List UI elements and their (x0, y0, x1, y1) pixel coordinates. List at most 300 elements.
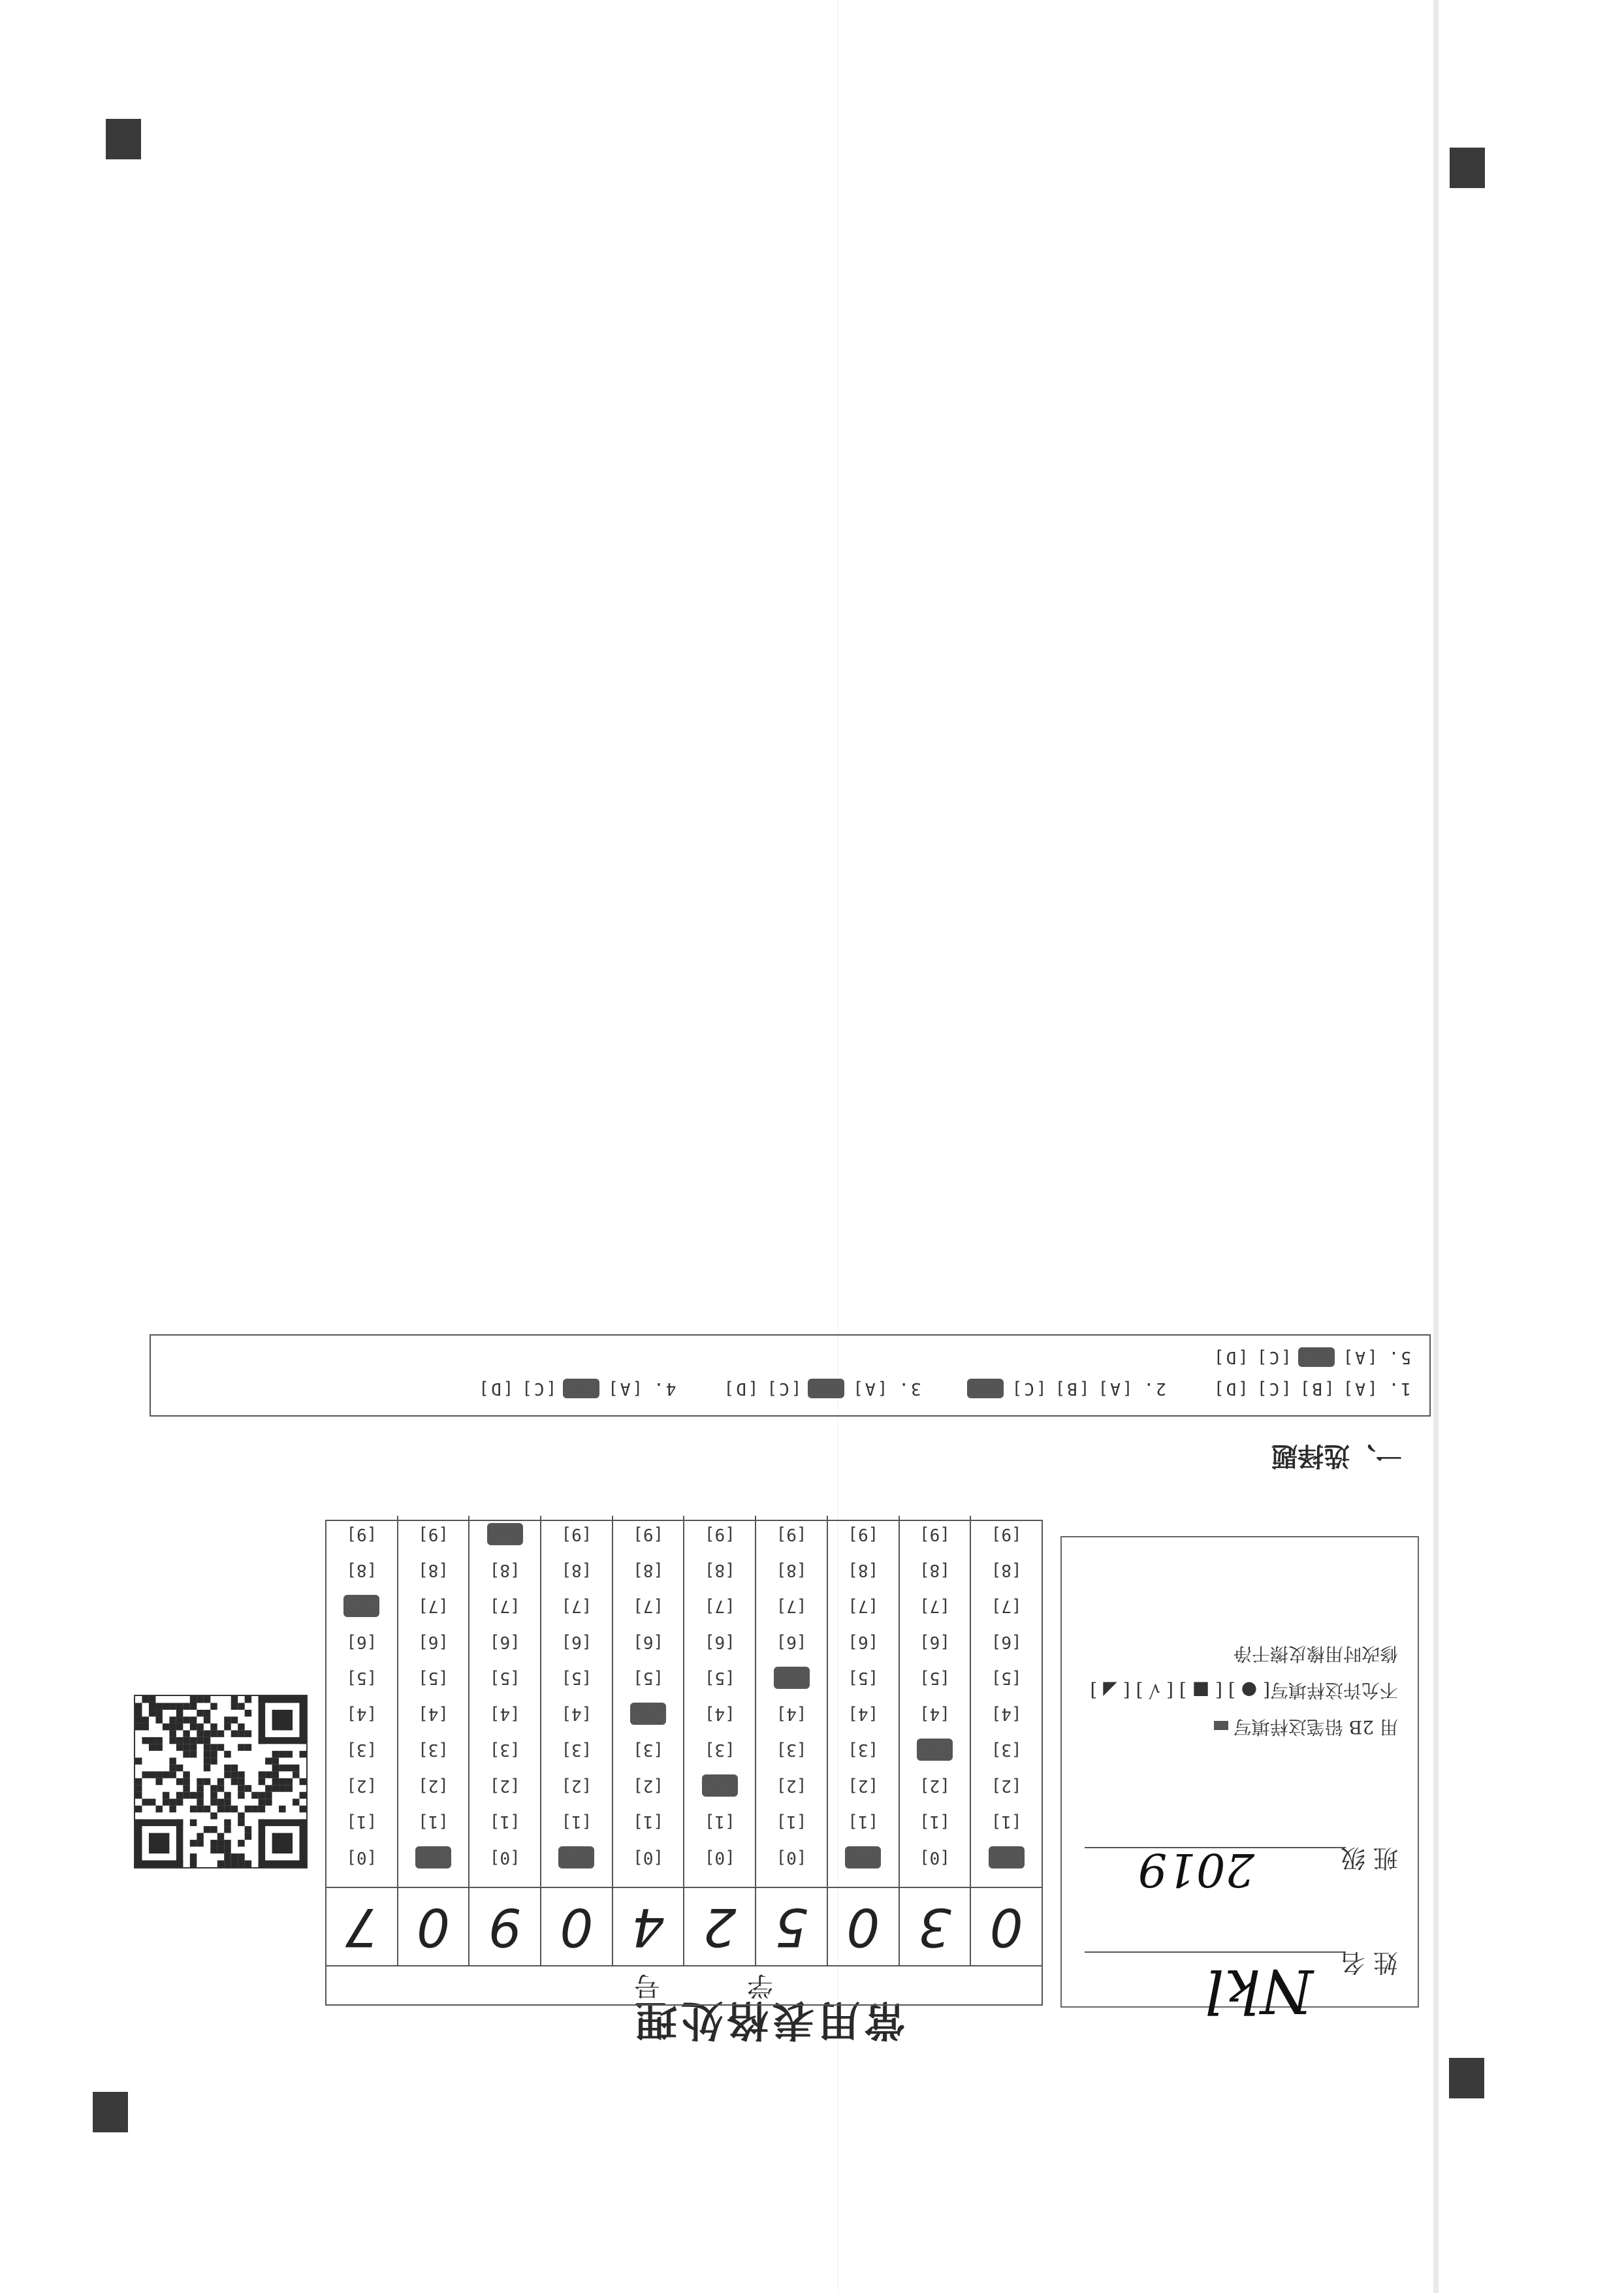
student-id-bubble[interactable] (971, 1767, 1042, 1803)
qr-module (210, 1812, 217, 1819)
student-id-bubble[interactable] (398, 1624, 469, 1660)
choice-option[interactable]: [C] (520, 1379, 557, 1398)
qr-module (190, 1792, 197, 1799)
student-id-bubble-filled[interactable] (470, 1516, 540, 1552)
student-id-bubble[interactable] (398, 1695, 469, 1731)
qr-module (245, 1744, 251, 1750)
bubble-label: [3] (991, 1740, 1022, 1759)
student-id-bubble[interactable] (756, 1731, 827, 1767)
qr-module (210, 1826, 217, 1833)
qr-module (190, 1696, 197, 1703)
student-id-bubble-filled[interactable] (613, 1695, 684, 1731)
qr-module (169, 1757, 176, 1764)
choice-option[interactable]: [D] (722, 1379, 759, 1398)
qr-module (197, 1730, 203, 1737)
bubble-label: [6] (633, 1632, 664, 1652)
bubble-label: [8] (418, 1560, 449, 1580)
student-id-bubble[interactable] (828, 1660, 899, 1695)
bubble-label: [3] (704, 1740, 735, 1759)
student-id-bubble[interactable] (684, 1624, 755, 1660)
bubble-label: [9] (418, 1524, 449, 1544)
qr-module (210, 1840, 217, 1846)
bubble-label: [4] (919, 1704, 950, 1724)
student-id-bubble-filled[interactable] (756, 1660, 827, 1695)
student-id-bubble[interactable] (971, 1695, 1042, 1731)
qr-module (135, 1785, 142, 1791)
student-id-bubble[interactable] (900, 1695, 970, 1731)
qr-module (176, 1778, 183, 1785)
choice-question-number: 1. (1386, 1379, 1411, 1398)
class-label: 班 级 (1340, 1844, 1398, 1872)
qr-module (155, 1771, 162, 1778)
student-id-bubble[interactable] (900, 1839, 970, 1875)
student-id-bubble[interactable] (613, 1839, 684, 1875)
student-id-bubble[interactable] (613, 1624, 684, 1660)
bubble-label: [5] (489, 1668, 520, 1688)
qr-module (210, 1799, 217, 1805)
bubble-label: [0] (845, 1846, 881, 1868)
student-id-bubble[interactable] (398, 1767, 469, 1803)
student-id-bubble[interactable] (326, 1552, 397, 1588)
bubble-label: [6] (704, 1632, 735, 1652)
choice-option[interactable]: [A] (1096, 1379, 1133, 1398)
class-value: 2019 (1138, 1843, 1254, 1897)
student-id-bubble[interactable] (828, 1516, 899, 1552)
student-id-bubble-filled[interactable] (828, 1839, 899, 1875)
student-id-bubble[interactable] (900, 1552, 970, 1588)
qr-module (210, 1847, 217, 1853)
student-id-bubble[interactable] (900, 1624, 970, 1660)
student-id-bubble[interactable] (613, 1803, 684, 1839)
bubble-label: [0] (558, 1846, 594, 1868)
student-id-bubble[interactable] (971, 1516, 1042, 1552)
student-id-bubble[interactable] (756, 1588, 827, 1624)
choice-option[interactable]: [B] (1053, 1379, 1090, 1398)
bubble-label: [1] (776, 1812, 807, 1831)
bubble-label: [3] (633, 1740, 664, 1759)
qr-module (135, 1778, 142, 1785)
qr-module (183, 1771, 189, 1778)
qr-module (300, 1778, 306, 1785)
qr-module (149, 1799, 155, 1805)
qr-module (183, 1716, 189, 1723)
student-id-bubble[interactable] (470, 1552, 540, 1588)
student-id-bubble-filled[interactable] (398, 1839, 469, 1875)
qr-module (210, 1751, 217, 1757)
qr-finder-part (259, 1696, 265, 1744)
qr-module (224, 1820, 231, 1826)
student-id-bubble[interactable] (684, 1588, 755, 1624)
student-id-column (827, 1516, 899, 1887)
bubble-label: [7] (919, 1596, 950, 1616)
qr-finder-part (135, 1820, 142, 1867)
student-id-bubble[interactable] (470, 1695, 540, 1731)
bubble-label: [2] (418, 1776, 449, 1795)
student-id-bubble-filled[interactable] (900, 1731, 970, 1767)
student-id-bubble[interactable] (684, 1516, 755, 1552)
student-id-bubble[interactable] (971, 1803, 1042, 1839)
student-id-bubble[interactable] (541, 1767, 612, 1803)
bubble-label: [2] (776, 1776, 807, 1795)
rule-correct: 用 2B 铅笔这样填写 (1233, 1716, 1398, 1738)
qr-module (135, 1792, 142, 1799)
qr-module (286, 1765, 293, 1771)
choice-option-filled[interactable]: [B] (563, 1379, 600, 1398)
qr-module (163, 1724, 169, 1730)
qr-module (265, 1799, 272, 1805)
student-id-bubble[interactable] (541, 1660, 612, 1695)
qr-module (217, 1785, 224, 1791)
student-id-bubble[interactable] (470, 1660, 540, 1695)
qr-module (149, 1737, 155, 1744)
qr-module (169, 1724, 176, 1730)
student-id-bubble[interactable] (756, 1767, 827, 1803)
student-id-bubble[interactable] (684, 1695, 755, 1731)
choice-option[interactable]: [C] (765, 1379, 802, 1398)
qr-module (245, 1833, 251, 1840)
qr-module (142, 1799, 148, 1805)
qr-finder-part (259, 1820, 306, 1826)
student-id-bubble-filled[interactable] (684, 1767, 755, 1803)
choice-question-number: 3. (897, 1379, 921, 1398)
qr-module (190, 1716, 197, 1723)
student-id-bubble[interactable] (684, 1731, 755, 1767)
qr-module (197, 1696, 203, 1703)
bubble-label: [5] (848, 1668, 879, 1688)
student-id-bubble[interactable] (470, 1839, 540, 1875)
student-id-bubble[interactable] (398, 1516, 469, 1552)
student-id-column (326, 1516, 397, 1887)
student-id-written-digit: 2 (683, 1888, 755, 1965)
student-id-bubble[interactable] (541, 1516, 612, 1552)
bubble-label: [0] (776, 1848, 807, 1867)
qr-module (300, 1751, 306, 1757)
student-id-bubble[interactable] (756, 1839, 827, 1875)
qr-module (238, 1778, 244, 1785)
student-id-label: 学 号 (326, 1965, 1042, 2004)
qr-module (293, 1799, 299, 1805)
student-id-bubble-area (326, 1516, 1042, 1887)
student-id-bubble[interactable] (326, 1695, 397, 1731)
bubble-label: [3] (917, 1739, 953, 1761)
qr-module (286, 1778, 293, 1785)
qr-finder-part (149, 1833, 169, 1853)
qr-finder-part (259, 1696, 306, 1703)
student-id-bubble[interactable] (326, 1731, 397, 1767)
student-id-bubble[interactable] (756, 1695, 827, 1731)
student-id-bubble[interactable] (613, 1552, 684, 1588)
qr-module (245, 1861, 251, 1867)
student-id-bubble-filled[interactable] (326, 1588, 397, 1624)
student-id-bubble[interactable] (541, 1803, 612, 1839)
qr-module (183, 1730, 189, 1737)
student-id-bubble[interactable] (828, 1803, 899, 1839)
qr-module (183, 1744, 189, 1750)
choice-option[interactable]: [D] (1211, 1379, 1249, 1398)
qr-module (135, 1757, 142, 1764)
bubble-label: [2] (346, 1776, 377, 1795)
qr-module (238, 1724, 244, 1730)
choice-option-filled[interactable]: [B] (1298, 1347, 1335, 1367)
qr-module (197, 1799, 203, 1805)
choice-section-title: 一、选择题 (1271, 1441, 1402, 1471)
qr-module (251, 1792, 258, 1799)
bubble-label: [2] (561, 1776, 592, 1795)
bubble-label: [7] (633, 1596, 664, 1616)
bubble-label: [8] (704, 1560, 735, 1580)
student-id-bubble[interactable] (900, 1660, 970, 1695)
student-id-column (612, 1516, 684, 1887)
qr-module (238, 1785, 244, 1791)
student-id-bubble[interactable] (828, 1731, 899, 1767)
student-id-bubble[interactable] (971, 1731, 1042, 1767)
bubble-label: [6] (561, 1632, 592, 1652)
qr-module (197, 1792, 203, 1799)
qr-finder-part (272, 1833, 293, 1853)
qr-module (224, 1771, 231, 1778)
qr-module (169, 1799, 176, 1805)
choice-option[interactable]: [D] (477, 1379, 514, 1398)
student-id-bubble[interactable] (971, 1588, 1042, 1624)
bubble-label: [1] (346, 1812, 377, 1831)
choice-option[interactable]: [A] (1341, 1347, 1378, 1367)
qr-module (204, 1826, 210, 1833)
student-id-bubble[interactable] (684, 1803, 755, 1839)
qr-module (231, 1806, 238, 1812)
student-id-bubble[interactable] (756, 1552, 827, 1588)
bubble-label: [6] (919, 1632, 950, 1652)
student-id-bubble[interactable] (326, 1660, 397, 1695)
student-id-bubble[interactable] (971, 1552, 1042, 1588)
qr-module (149, 1744, 155, 1750)
qr-module (224, 1806, 231, 1812)
student-id-bubble[interactable] (326, 1624, 397, 1660)
qr-module (135, 1703, 142, 1709)
qr-module (176, 1765, 183, 1771)
student-id-bubble-filled[interactable] (971, 1839, 1042, 1875)
student-id-bubble[interactable] (398, 1588, 469, 1624)
student-id-bubble[interactable] (684, 1552, 755, 1588)
qr-module (272, 1765, 279, 1771)
qr-module (224, 1847, 231, 1853)
qr-module (245, 1730, 251, 1737)
student-id-bubble[interactable] (613, 1588, 684, 1624)
student-id-bubble[interactable] (470, 1767, 540, 1803)
bubble-label: [2] (991, 1776, 1022, 1795)
bubble-label: [0] (489, 1848, 520, 1867)
student-id-bubble[interactable] (756, 1516, 827, 1552)
student-id-bubble[interactable] (971, 1660, 1042, 1695)
bubble-label: [6] (848, 1632, 879, 1652)
student-id-bubble[interactable] (828, 1767, 899, 1803)
choice-option[interactable]: [A] (851, 1379, 888, 1398)
student-id-bubble[interactable] (828, 1695, 899, 1731)
student-id-column (468, 1516, 540, 1887)
student-id-bubble[interactable] (900, 1803, 970, 1839)
qr-module (231, 1730, 238, 1737)
qr-module (169, 1716, 176, 1723)
choice-option-filled[interactable]: [D] (966, 1379, 1004, 1398)
choice-option-filled[interactable]: [B] (808, 1379, 845, 1398)
qr-finder-part (259, 1820, 265, 1867)
qr-module (204, 1696, 210, 1703)
student-id-bubble[interactable] (900, 1767, 970, 1803)
student-id-bubble[interactable] (613, 1767, 684, 1803)
bubble-label: [9] (991, 1524, 1022, 1544)
qr-module (210, 1724, 217, 1730)
qr-module (279, 1751, 285, 1757)
qr-module (210, 1744, 217, 1750)
qr-module (190, 1744, 197, 1750)
student-id-bubble-filled[interactable] (541, 1839, 612, 1875)
bubble-label: [5] (418, 1668, 449, 1688)
qr-module (300, 1792, 306, 1799)
student-id-bubble[interactable] (470, 1588, 540, 1624)
qr-module (183, 1778, 189, 1785)
bubble-label: [2] (633, 1776, 664, 1795)
bubble-label: [5] (633, 1668, 664, 1688)
qr-module (197, 1710, 203, 1716)
qr-module (259, 1792, 265, 1799)
choice-option[interactable]: [B] (1298, 1379, 1335, 1398)
qr-module (204, 1737, 210, 1744)
bubble-label: [1] (848, 1812, 879, 1831)
qr-module (238, 1861, 244, 1867)
bubble-label: [5] (774, 1667, 810, 1689)
choice-option[interactable]: [A] (606, 1379, 643, 1398)
bubble-label: [6] (346, 1632, 377, 1652)
student-id-bubble[interactable] (828, 1624, 899, 1660)
bubble-label: [9] (633, 1524, 664, 1544)
student-id-column (899, 1516, 970, 1887)
student-id-bubble[interactable] (398, 1803, 469, 1839)
qr-module (286, 1751, 293, 1757)
registration-marker (93, 2092, 128, 2132)
student-id-bubble[interactable] (541, 1552, 612, 1588)
student-id-bubble[interactable] (613, 1731, 684, 1767)
qr-module (272, 1771, 279, 1778)
qr-module (176, 1716, 183, 1723)
qr-module (176, 1737, 183, 1744)
bubble-label: [0] (415, 1846, 451, 1868)
qr-module (190, 1724, 197, 1730)
student-id-bubble[interactable] (398, 1660, 469, 1695)
choice-option[interactable]: [C] (1254, 1347, 1292, 1367)
bubble-label: [5] (919, 1668, 950, 1688)
bubble-label: [7] (489, 1596, 520, 1616)
student-id-bubble[interactable] (684, 1660, 755, 1695)
student-id-bubble[interactable] (756, 1624, 827, 1660)
qr-module (238, 1853, 244, 1860)
qr-module (265, 1792, 272, 1799)
qr-module (142, 1737, 148, 1744)
qr-module (231, 1716, 238, 1723)
student-info-box (1060, 1536, 1419, 2026)
qr-module (190, 1820, 197, 1826)
bubble-label: [9] (487, 1523, 523, 1545)
choice-option[interactable]: [D] (1211, 1347, 1249, 1367)
bubble-label: [6] (776, 1632, 807, 1652)
student-id-bubble[interactable] (326, 1516, 397, 1552)
choice-question-number: 2. (1141, 1379, 1166, 1398)
student-id-written-digit: 3 (899, 1888, 970, 1965)
student-id-bubble[interactable] (828, 1588, 899, 1624)
qr-finder-part (135, 1861, 183, 1867)
student-id-bubble[interactable] (541, 1624, 612, 1660)
qr-module (155, 1703, 162, 1709)
student-id-written-digit: 0 (540, 1888, 612, 1965)
student-id-bubble[interactable] (470, 1731, 540, 1767)
choice-option[interactable]: [A] (1341, 1379, 1378, 1398)
student-id-bubble[interactable] (326, 1767, 397, 1803)
student-id-bubble[interactable] (398, 1731, 469, 1767)
student-id-bubble[interactable] (541, 1731, 612, 1767)
qr-module (204, 1744, 210, 1750)
qr-module (197, 1785, 203, 1791)
qr-module (149, 1703, 155, 1709)
qr-finder-part (259, 1737, 306, 1744)
student-id-bubble[interactable] (828, 1552, 899, 1588)
student-id-written-digit: 5 (755, 1888, 827, 1965)
qr-module (286, 1785, 293, 1791)
qr-module (238, 1840, 244, 1846)
student-id-bubble[interactable] (470, 1803, 540, 1839)
student-id-bubble[interactable] (613, 1660, 684, 1695)
student-id-bubble[interactable] (541, 1695, 612, 1731)
student-id-bubble[interactable] (326, 1803, 397, 1839)
student-id-bubble[interactable] (613, 1516, 684, 1552)
bubble-label: [5] (561, 1668, 592, 1688)
qr-module (204, 1778, 210, 1785)
bubble-label: [3] (561, 1740, 592, 1759)
qr-module (231, 1696, 238, 1703)
qr-module (217, 1861, 224, 1867)
qr-module (217, 1806, 224, 1812)
student-id-bubble[interactable] (971, 1624, 1042, 1660)
student-id-column (397, 1516, 469, 1887)
student-id-bubble[interactable] (398, 1552, 469, 1588)
student-id-grid (325, 1520, 1043, 2006)
qr-module (259, 1806, 265, 1812)
student-id-bubble[interactable] (756, 1803, 827, 1839)
choice-option[interactable]: [C] (1254, 1379, 1292, 1398)
qr-module (149, 1710, 155, 1716)
qr-module (176, 1703, 183, 1709)
bubble-label: [2] (848, 1776, 879, 1795)
qr-module (224, 1840, 231, 1846)
qr-module (272, 1785, 279, 1791)
choice-option[interactable]: [C] (1010, 1379, 1047, 1398)
qr-module (169, 1703, 176, 1709)
qr-module (238, 1771, 244, 1778)
student-id-bubble[interactable] (684, 1839, 755, 1875)
student-id-bubble[interactable] (900, 1516, 970, 1552)
qr-finder-part (272, 1710, 293, 1730)
bubble-label: [6] (418, 1632, 449, 1652)
qr-module (217, 1847, 224, 1853)
bubble-label: [4] (704, 1704, 735, 1724)
student-id-bubble[interactable] (900, 1588, 970, 1624)
bubble-label: [3] (418, 1740, 449, 1759)
student-id-bubble[interactable] (541, 1588, 612, 1624)
student-id-bubble[interactable] (326, 1839, 397, 1875)
registration-marker (1449, 2058, 1484, 2098)
qr-code-icon (134, 1695, 308, 1868)
qr-module (183, 1792, 189, 1799)
bubble-label: [9] (346, 1524, 377, 1544)
student-id-bubble[interactable] (470, 1624, 540, 1660)
bubble-label: [4] (848, 1704, 879, 1724)
